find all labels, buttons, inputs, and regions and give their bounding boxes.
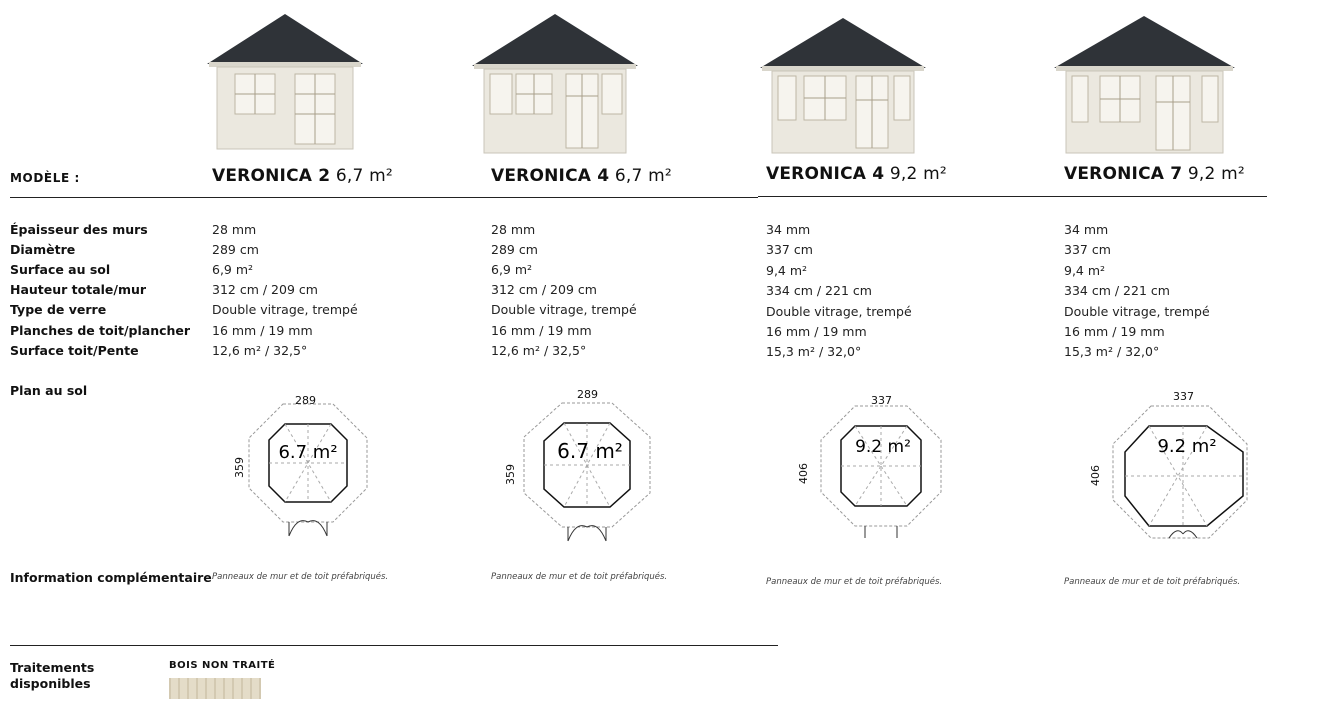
- plan-area: 9.2 m²: [1157, 436, 1217, 457]
- plan-width: 289: [295, 394, 316, 407]
- more-info-note: Panneaux de mur et de toit préfabriqués.: [1064, 577, 1241, 587]
- spec-label-wall-thickness: Épaisseur des murs: [10, 222, 148, 237]
- spec-label-total-height: Hauteur totale/mur: [10, 282, 147, 297]
- spec-value: 15,3 m² / 32,0°: [766, 344, 862, 359]
- gazebo-photo-veronica-7: [1052, 14, 1237, 156]
- model-name: VERONICA 4: [491, 166, 610, 186]
- plan-area: 9.2 m²: [855, 437, 911, 457]
- spec-label-boards: Planches de toit/plancher: [10, 323, 191, 338]
- model-title-1: [212, 166, 393, 186]
- spec-value: 16 mm / 19 mm: [491, 323, 592, 338]
- spec-label-roof-area: Surface toit/Pente: [10, 343, 139, 358]
- model-name: VERONICA 7: [1064, 164, 1183, 184]
- spec-value: 12,6 m² / 32,5°: [491, 343, 587, 358]
- plan-depth: 406: [797, 463, 810, 484]
- spec-value: 34 mm: [1064, 222, 1109, 237]
- treatments-label-line2: disponibles: [10, 676, 91, 691]
- spec-value: 312 cm / 209 cm: [212, 282, 318, 297]
- spec-value: 9,4 m²: [766, 263, 808, 278]
- spec-value: 337 cm: [1064, 242, 1111, 257]
- spec-value: 289 cm: [212, 242, 259, 257]
- spec-value: 34 mm: [766, 222, 811, 237]
- plan-area: 6.7 m²: [557, 439, 623, 463]
- spec-label-diameter: Diamètre: [10, 242, 76, 257]
- spec-value: 16 mm / 19 mm: [766, 324, 867, 339]
- spec-value: 334 cm / 221 cm: [1064, 283, 1170, 298]
- plan-area: 6.7 m²: [278, 442, 338, 463]
- floor-plan-1: [225, 388, 375, 543]
- model-area: 6,7 m²: [614, 166, 672, 186]
- spec-value: 16 mm / 19 mm: [212, 323, 313, 338]
- header-divider-left: [10, 197, 758, 198]
- treatments-label-line1: Traitements: [10, 660, 95, 675]
- floor-plan-4: [1085, 386, 1260, 551]
- treatment-name: BOIS NON TRAITÉ: [169, 660, 276, 671]
- spec-value: 16 mm / 19 mm: [1064, 324, 1165, 339]
- more-info-note: Panneaux de mur et de toit préfabriqués.: [766, 577, 943, 587]
- plan-depth: 359: [504, 464, 517, 485]
- floor-plan-2: [500, 385, 660, 545]
- spec-value: 9,4 m²: [1064, 263, 1106, 278]
- spec-value: 12,6 m² / 32,5°: [212, 343, 308, 358]
- spec-label-glass-type: Type de verre: [10, 302, 107, 317]
- model-area: 9,2 m²: [1187, 164, 1245, 184]
- model-area: 9,2 m²: [889, 164, 947, 184]
- untreated-wood-swatch[interactable]: [169, 678, 261, 699]
- header-divider-right: [758, 196, 1267, 197]
- spec-value: 6,9 m²: [212, 262, 254, 277]
- more-info-note: Panneaux de mur et de toit préfabriqués.: [212, 572, 389, 582]
- model-title-4: [1064, 164, 1245, 184]
- spec-value: 337 cm: [766, 242, 813, 257]
- gazebo-photo-veronica-4-small: [470, 12, 640, 157]
- plan-width: 337: [871, 394, 892, 407]
- spec-value: Double vitrage, trempé: [212, 302, 358, 317]
- plan-width: 337: [1173, 390, 1194, 403]
- spec-value: 28 mm: [491, 222, 536, 237]
- model-title-3: [766, 164, 947, 184]
- more-info-note: Panneaux de mur et de toit préfabriqués.: [491, 572, 668, 582]
- plan-depth: 406: [1089, 465, 1102, 486]
- treatments-divider: [10, 645, 778, 646]
- spec-value: Double vitrage, trempé: [491, 302, 637, 317]
- gazebo-photo-veronica-2: [205, 12, 365, 154]
- plan-depth: 359: [233, 457, 246, 478]
- model-name: VERONICA 2: [212, 166, 331, 186]
- spec-value: 289 cm: [491, 242, 538, 257]
- floor-plan-label: Plan au sol: [10, 383, 88, 398]
- spec-value: 6,9 m²: [491, 262, 533, 277]
- spec-value: Double vitrage, trempé: [766, 304, 912, 319]
- model-label: MODÈLE :: [10, 171, 80, 185]
- floor-plan-3: [795, 392, 955, 547]
- spec-value: Double vitrage, trempé: [1064, 304, 1210, 319]
- gazebo-photo-veronica-4-large: [758, 14, 928, 156]
- spec-value: 15,3 m² / 32,0°: [1064, 344, 1160, 359]
- model-area: 6,7 m²: [335, 166, 393, 186]
- spec-value: 28 mm: [212, 222, 257, 237]
- spec-value: 334 cm / 221 cm: [766, 283, 872, 298]
- spec-label-floor-area: Surface au sol: [10, 262, 111, 277]
- model-name: VERONICA 4: [766, 164, 885, 184]
- model-title-2: [491, 166, 672, 186]
- spec-value: 312 cm / 209 cm: [491, 282, 597, 297]
- plan-width: 289: [577, 388, 598, 401]
- more-info-label: Information complémentaire: [10, 570, 212, 585]
